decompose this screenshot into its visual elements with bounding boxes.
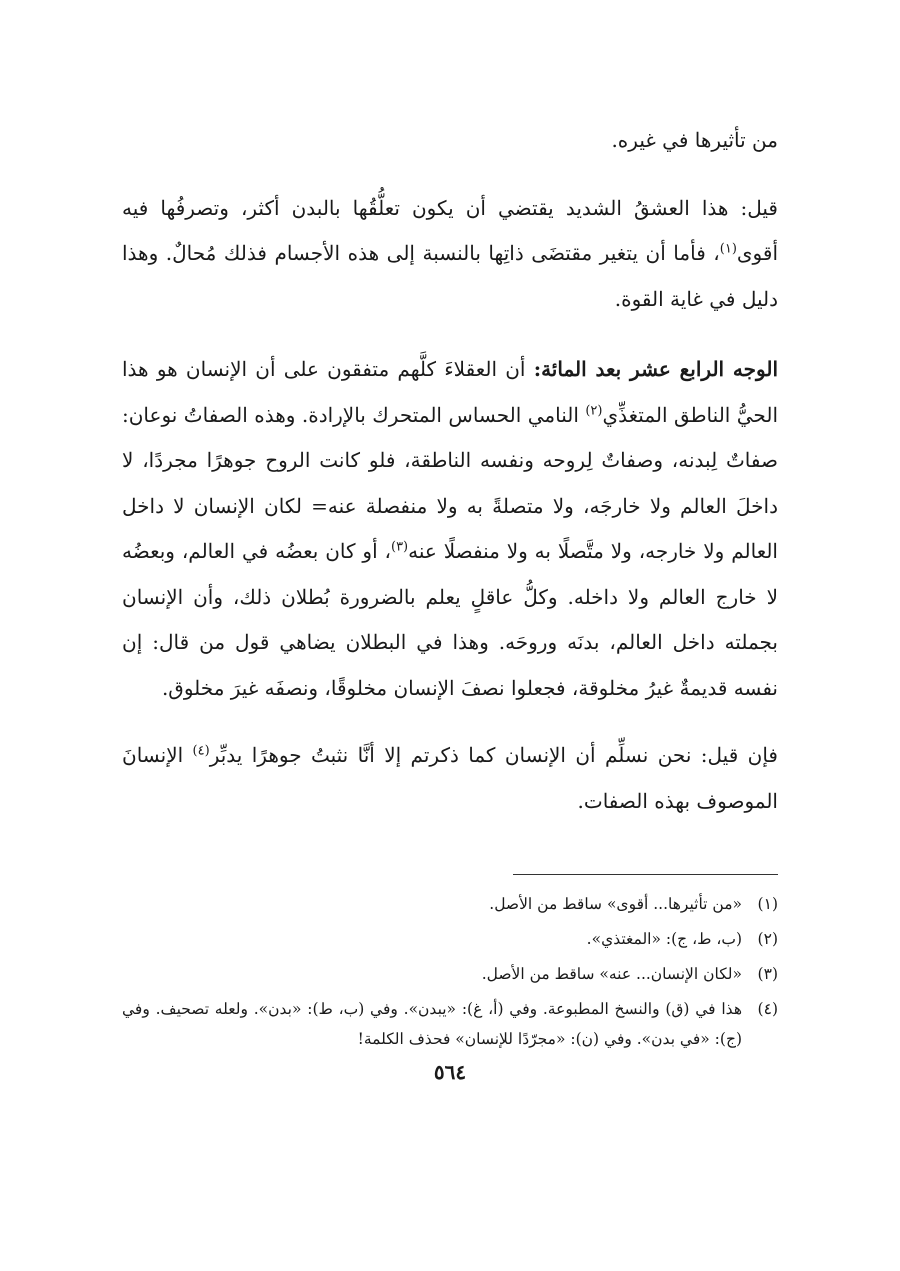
footnote-text: «لكان الإنسان... عنه» ساقط من الأصل. <box>481 965 742 983</box>
section-heading-inline: الوجه الرابع عشر بعد المائة: <box>533 357 779 381</box>
footnote-ref-1: (١) <box>719 241 737 257</box>
footnote-text: هذا في (ق) والنسخ المطبوعة. وفي (أ، غ): «يبدن». وفي (ب، ط): «بدن». ولعله تصحيف. وفي (ج): «في بدن». وفي (ن): «مجرّدًا للإنسان» فحذف الكلمة! <box>122 1000 742 1048</box>
footnote-number: (١) <box>757 895 778 913</box>
footnote-ref-2: (٢) <box>585 402 603 418</box>
footnote-4 <box>122 994 778 1054</box>
footnote-2 <box>122 924 778 954</box>
footnote-3 <box>122 959 778 989</box>
paragraph-continuation: من تأثيرها في غيره. <box>611 128 778 152</box>
page-number: ٥٦٤ <box>433 1060 467 1084</box>
paragraph-objection-2: فإن قيل: نحن نسلِّم أن الإنسان كما ذكرتم إلا أنَّا نثبتُ جوهرًا يدبِّر$^{(٤)}$ الإنسانَ الموصوف بهذه الصفات. <box>122 743 778 813</box>
paragraph-objection: قيل: هذا العشقُ الشديد يقتضي أن يكون تعلُّقُها بالبدن أكثر، وتصرفُها فيه أقوى$^{(١)}$، فأما أن يتغير مقتضَى ذاتِها بالنسبة إلى هذه الأجسام فذلك مُحالٌ. وهذا دليل في غاية القوة. <box>122 195 778 311</box>
footnotes <box>122 889 778 1054</box>
footnote-number: (٤) <box>757 1000 778 1018</box>
footnote-separator <box>513 874 778 875</box>
footnote-1 <box>122 889 778 919</box>
footnote-ref-3: (٣) <box>390 539 409 555</box>
paragraph-argument-114: الوجه الرابع عشر بعد المائة: أن العقلاءَ كلَّهم متفقون على أن الإنسان هو هذا الحيُّ الناطق المتغذِّي$^{(٢)}$ النامي الحساس المتحرك بالإرادة. وهذه الصفاتُ نوعان: صفاتٌ لِبدنه، وصفاتٌ لِروحه ونفسه الناطقة، فلو كانت الروح جوهرًا مجردًا، لا داخلَ العالم ولا خارجَه، ولا متصلةً به ولا منفصلة عنه= لكان الإنسان لا داخل العالم ولا خارجه، ولا متَّصلًا به ولا منفصلًا عنه$^{(٣)}$، أو كان بعضُه في العالم، وبعضُه لا خارج العالم ولا داخله. وكلُّ عاقلٍ يعلم بالضرورة بُطلان ذلك، وأن الإنسان بجملته داخل العالم، بدنَه وروحَه. وهذا في البطلان يضاهي قول من قال: إن نفسه قديمةٌ غيرُ مخلوقة، فجعلوا نصفَ الإنسان مخلوقًا، ونصفَه غيرَ مخلوق. <box>122 357 779 700</box>
footnote-number: (٢) <box>757 930 778 948</box>
footnote-text: «من تأثيرها... أقوى» ساقط من الأصل. <box>489 895 742 913</box>
footnote-text: (ب، ط، ج): «المغتذي». <box>586 930 742 948</box>
footnote-ref-4: (٤) <box>192 743 210 759</box>
footnote-number: (٣) <box>757 965 778 983</box>
